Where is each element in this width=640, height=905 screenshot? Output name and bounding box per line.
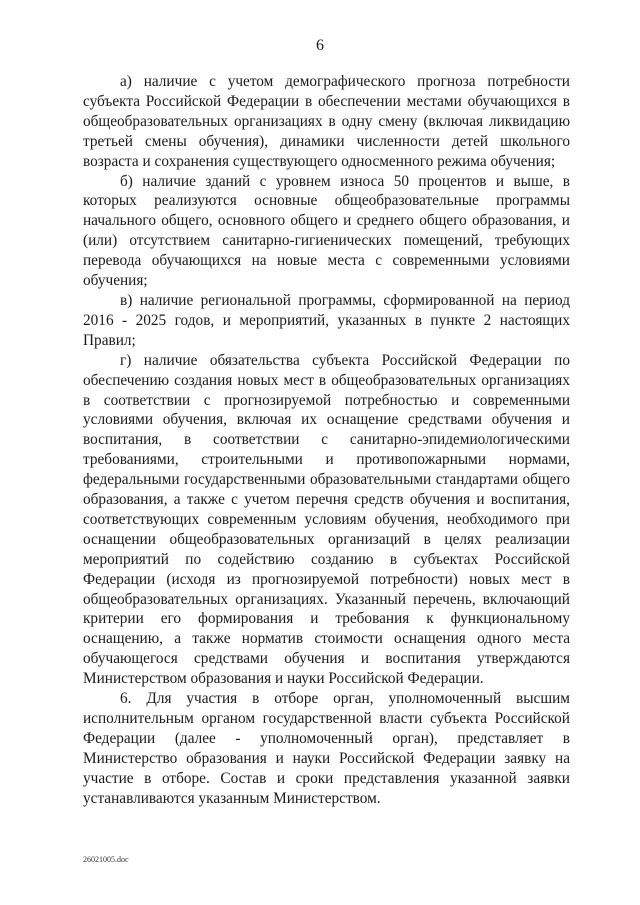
paragraph-b: б) наличие зданий с уровнем износа 50 процентов и выше, в которых реализуются основные общеобразовательные программы начального общего, основного общего и среднего общего образования, и (или) отсутствием санитарно-гигиенических помещений, требующих перевода обучающихся на новые места с современными условиями обучения;: [83, 172, 570, 290]
paragraph-6: 6. Для участия в отборе орган, уполномоченный высшим исполнительным органом государственной власти субъекта Российской Федерации (далее - уполномоченный орган), представляет в Министерство образования и науки Российской Федерации заявку на участие в отборе. Состав и сроки представления указанной заявки устанавливаются указанным Министерством.: [83, 690, 570, 807]
page-number: 6: [316, 37, 324, 54]
paragraph-c: в) наличие региональной программы, сформированной на период 2016 - 2025 годов, и мероприятий, указанных в пункте 2 настоящих Правил;: [83, 291, 570, 349]
document-file-code: 26021005.doc: [83, 855, 129, 864]
document-body: [83, 72, 570, 809]
paragraph-a: а) наличие с учетом демографического прогноза потребности субъекта Российской Федерации в обеспечении местами обучающихся в общеобразовательных организациях в одну смену (включая ликвидацию третьей смены обучения), динамики численности детей школьного возраста и сохранения существующего односменного режима обучения;: [83, 73, 570, 170]
paragraph-d: г) наличие обязательства субъекта Российской Федерации по обеспечению создания новых мест в общеобразовательных организациях в соответствии с прогнозируемой потребностью и современными условиями обучения, включая их оснащение средствами обучения и воспитания, в соответствии с санитарно-эпидемиологическими требованиями, строительными и противопожарными нормами, федеральными государственными образовательными стандартами общего образования, а также с учетом перечня средств обучения и воспитания, соответствующих современным условиям обучения, необходимого при оснащении общеобразовательных организаций в целях реализации мероприятий по содействию созданию в субъектах Российской Федерации (исходя из прогнозируемой потребности) новых мест в общеобразовательных организациях. Указанный перечень, включающий критерии его формирования и требования к функциональному оснащению, а также норматив стоимости оснащения одного места обучающегося средствами обучения и воспитания утверждаются Министерством образования и науки Российской Федерации.: [83, 351, 570, 688]
